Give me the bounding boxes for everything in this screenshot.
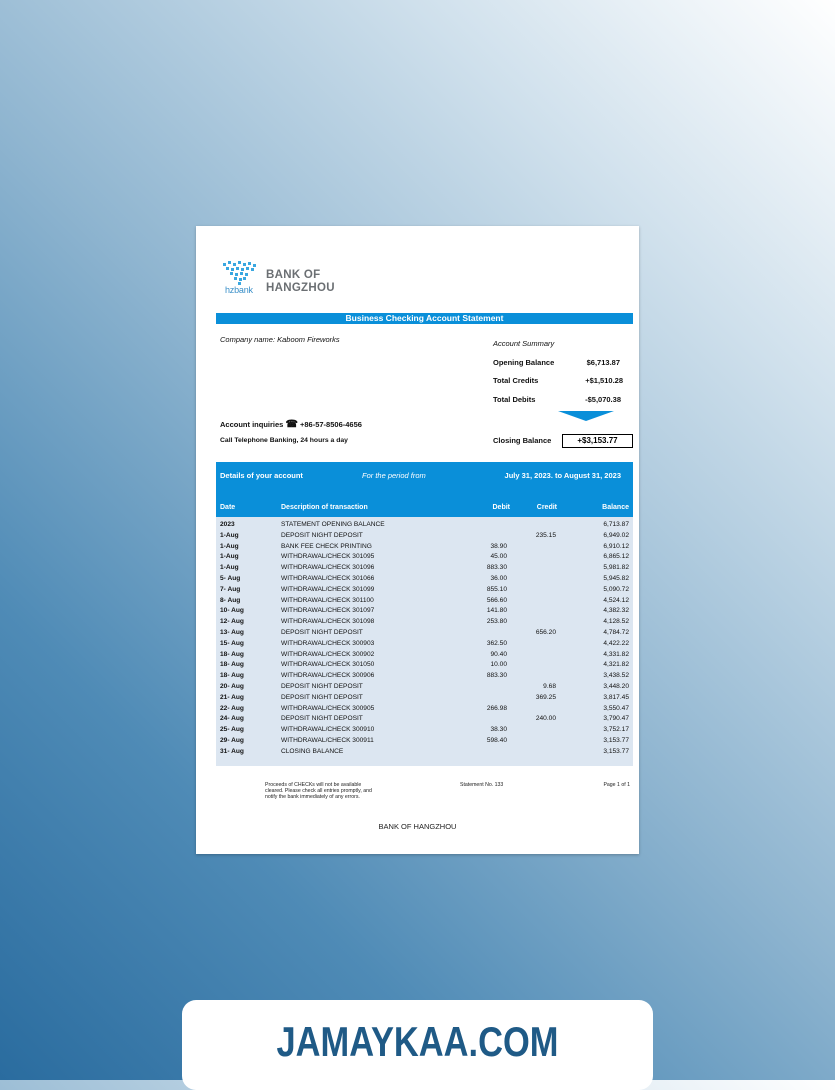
row-debit: 253.80	[486, 618, 507, 626]
row-date: 8- Aug	[220, 596, 241, 604]
row-description: WITHDRAWAL/CHECK 301095	[281, 553, 375, 561]
row-balance: 5,090.72	[603, 585, 629, 593]
bank-logo-small-text: hzbank	[225, 285, 253, 295]
footer-bank-name: BANK OF HANGZHOU	[378, 822, 457, 831]
transactions-table	[216, 517, 633, 766]
table-row	[216, 553, 633, 564]
row-description: WITHDRAWAL/CHECK 300906	[281, 672, 375, 680]
opening-balance-label: Opening Balance	[493, 358, 555, 367]
row-debit: 598.40	[486, 737, 507, 744]
row-date: 18- Aug	[220, 661, 244, 669]
row-balance: 3,790.47	[603, 715, 629, 723]
row-description: DEPOSIT NIGHT DEPOSIT	[281, 715, 363, 723]
row-balance: 4,422.22	[603, 639, 629, 647]
telephone-banking-note: Call Telephone Banking, 24 hours a day	[220, 437, 348, 444]
row-credit: 240.00	[535, 715, 556, 723]
period-label: For the period from	[362, 471, 426, 480]
row-balance: 3,153.77	[603, 737, 629, 744]
account-summary-heading: Account Summary	[493, 339, 555, 348]
statement-title: Business Checking Account Statement	[216, 313, 633, 324]
row-date: 7- Aug	[220, 585, 241, 593]
row-date: 1-Aug	[220, 564, 239, 572]
closing-balance-value: +$3,153.77	[562, 434, 633, 448]
row-date: 10- Aug	[220, 607, 244, 615]
table-row	[216, 748, 633, 759]
row-description: WITHDRAWAL/CHECK 301050	[281, 661, 375, 669]
row-description: WITHDRAWAL/CHECK 300905	[281, 704, 375, 712]
footer-note	[265, 782, 372, 800]
row-debit: 36.00	[490, 575, 507, 582]
row-balance: 6,713.87	[603, 521, 629, 528]
row-date: 29- Aug	[220, 737, 244, 744]
row-debit: 566.60	[486, 596, 507, 604]
row-date: 22- Aug	[220, 704, 244, 712]
row-description: STATEMENT OPENING BALANCE	[281, 521, 385, 528]
row-date: 1-Aug	[220, 531, 239, 539]
table-row	[216, 683, 633, 694]
row-description: DEPOSIT NIGHT DEPOSIT	[281, 629, 363, 636]
row-description: WITHDRAWAL/CHECK 300903	[281, 639, 375, 647]
row-date: 12- Aug	[220, 618, 244, 626]
table-row	[216, 640, 633, 651]
row-debit: 883.30	[486, 564, 507, 572]
row-description: CLOSING BALANCE	[281, 747, 344, 755]
row-balance: 3,438.52	[603, 672, 629, 680]
row-date: 18- Aug	[220, 650, 244, 658]
table-row	[216, 661, 633, 672]
account-inquiries-label: Account inquiries	[220, 420, 284, 429]
row-balance: 4,784.72	[603, 629, 629, 636]
row-date: 24- Aug	[220, 715, 244, 723]
row-description: WITHDRAWAL/CHECK 300902	[281, 650, 375, 658]
row-date: 20- Aug	[220, 683, 244, 690]
row-description: BANK FEE CHECK PRINTING	[281, 542, 372, 550]
table-row	[216, 607, 633, 618]
total-debits-value: -$5,070.38	[585, 395, 621, 404]
table-row	[216, 564, 633, 575]
bank-name-line1: BANK OF	[266, 269, 321, 281]
table-row	[216, 694, 633, 705]
row-balance: 5,981.82	[603, 564, 629, 572]
table-row	[216, 575, 633, 586]
row-date: 18- Aug	[220, 672, 244, 680]
row-date: 15- Aug	[220, 639, 244, 647]
statement-number: Statement No. 133	[460, 782, 504, 788]
row-balance: 3,448.20	[603, 683, 629, 690]
row-credit: 235.15	[535, 531, 556, 539]
row-balance: 6,949.02	[603, 531, 629, 539]
opening-balance-value: $6,713.87	[586, 358, 620, 367]
row-debit: 141.80	[486, 607, 507, 615]
summary-down-arrow-icon	[558, 411, 614, 421]
row-balance: 3,550.47	[603, 704, 629, 712]
watermark-site-name: JAMAYKAA.COM	[276, 1018, 559, 1065]
closing-balance-label: Closing Balance	[493, 436, 552, 445]
row-credit: 369.25	[535, 693, 556, 701]
table-row	[216, 521, 633, 532]
table-row	[216, 618, 633, 629]
total-credits-label: Total Credits	[493, 376, 539, 385]
row-description: WITHDRAWAL/CHECK 301066	[281, 575, 375, 582]
row-debit: 266.98	[486, 704, 507, 712]
table-row	[216, 597, 633, 608]
row-balance: 5,945.82	[603, 575, 629, 582]
row-description: WITHDRAWAL/CHECK 300911	[281, 737, 374, 744]
watermark-banner	[182, 1000, 653, 1090]
col-description-header: Description of transaction	[281, 504, 368, 511]
row-credit: 9.68	[543, 683, 556, 690]
total-debits-label: Total Debits	[493, 395, 536, 404]
footer-note-line2: cleared. Please check all entries promptly, and	[265, 788, 372, 794]
statement-period: July 31, 2023. to August 31, 2023	[504, 471, 621, 480]
col-credit-header: Credit	[536, 504, 557, 511]
row-date: 31- Aug	[220, 747, 244, 755]
row-date: 1-Aug	[220, 553, 239, 561]
row-date: 2023	[220, 521, 235, 528]
row-description: WITHDRAWAL/CHECK 301097	[281, 607, 375, 615]
row-debit: 38.30	[490, 726, 507, 734]
row-description: DEPOSIT NIGHT DEPOSIT	[281, 531, 363, 539]
table-row	[216, 629, 633, 640]
row-balance: 3,752.17	[603, 726, 629, 734]
row-description: DEPOSIT NIGHT DEPOSIT	[281, 693, 363, 701]
col-date-header: Date	[220, 504, 236, 511]
row-balance: 4,128.52	[603, 618, 629, 626]
row-balance: 4,382.32	[603, 607, 629, 615]
table-row	[216, 715, 633, 726]
row-date: 1-Aug	[220, 542, 239, 550]
row-date: 13- Aug	[220, 629, 244, 636]
row-debit: 38.90	[490, 542, 507, 550]
inquiries-phone: +86-57-8506-4656	[300, 420, 362, 429]
telephone-icon: ☎	[285, 419, 298, 430]
row-balance: 3,153.77	[603, 747, 629, 755]
account-inquiries	[220, 419, 362, 430]
row-balance: 4,321.82	[603, 661, 629, 669]
row-date: 21- Aug	[220, 693, 244, 701]
company-name: Company name: Kaboom Fireworks	[220, 335, 340, 344]
row-description: DEPOSIT NIGHT DEPOSIT	[281, 683, 363, 690]
row-date: 25- Aug	[220, 726, 244, 734]
row-debit: 883.30	[486, 672, 507, 680]
bank-name-line2: HANGZHOU	[266, 282, 335, 294]
page-number: Page 1 of 1	[603, 782, 630, 788]
row-balance: 6,865.12	[603, 553, 629, 561]
details-label: Details of your account	[220, 471, 303, 480]
table-row	[216, 586, 633, 597]
row-debit: 855.10	[486, 585, 507, 593]
table-row	[216, 543, 633, 554]
row-debit: 362.50	[486, 639, 507, 647]
row-description: WITHDRAWAL/CHECK 300910	[281, 726, 375, 734]
row-description: WITHDRAWAL/CHECK 301096	[281, 564, 375, 572]
row-date: 5- Aug	[220, 575, 241, 582]
table-row	[216, 532, 633, 543]
row-debit: 10.00	[490, 661, 507, 669]
row-balance: 4,331.82	[603, 650, 629, 658]
details-header	[216, 462, 633, 517]
bank-name-logo	[266, 269, 335, 295]
footer-note-line3: notify the bank immediately of any errors.	[265, 794, 360, 800]
col-balance-header: Balance	[602, 504, 629, 511]
row-balance: 3,817.45	[603, 693, 629, 701]
table-row	[216, 651, 633, 662]
table-row	[216, 726, 633, 737]
col-debit-header: Debit	[492, 504, 510, 511]
row-description: WITHDRAWAL/CHECK 301100	[281, 596, 374, 604]
table-row	[216, 672, 633, 683]
row-credit: 656.20	[535, 629, 556, 636]
row-description: WITHDRAWAL/CHECK 301099	[281, 585, 375, 593]
row-balance: 6,910.12	[603, 542, 629, 550]
table-row	[216, 705, 633, 716]
table-row	[216, 737, 633, 748]
row-balance: 4,524.12	[603, 596, 629, 604]
row-debit: 45.00	[490, 553, 507, 561]
row-debit: 90.40	[490, 650, 507, 658]
bank-statement-document	[196, 226, 639, 854]
row-description: WITHDRAWAL/CHECK 301098	[281, 618, 375, 626]
footer-note-line1: Proceeds of CHECKs will not be available	[265, 782, 362, 788]
total-credits-value: +$1,510.28	[585, 376, 623, 385]
